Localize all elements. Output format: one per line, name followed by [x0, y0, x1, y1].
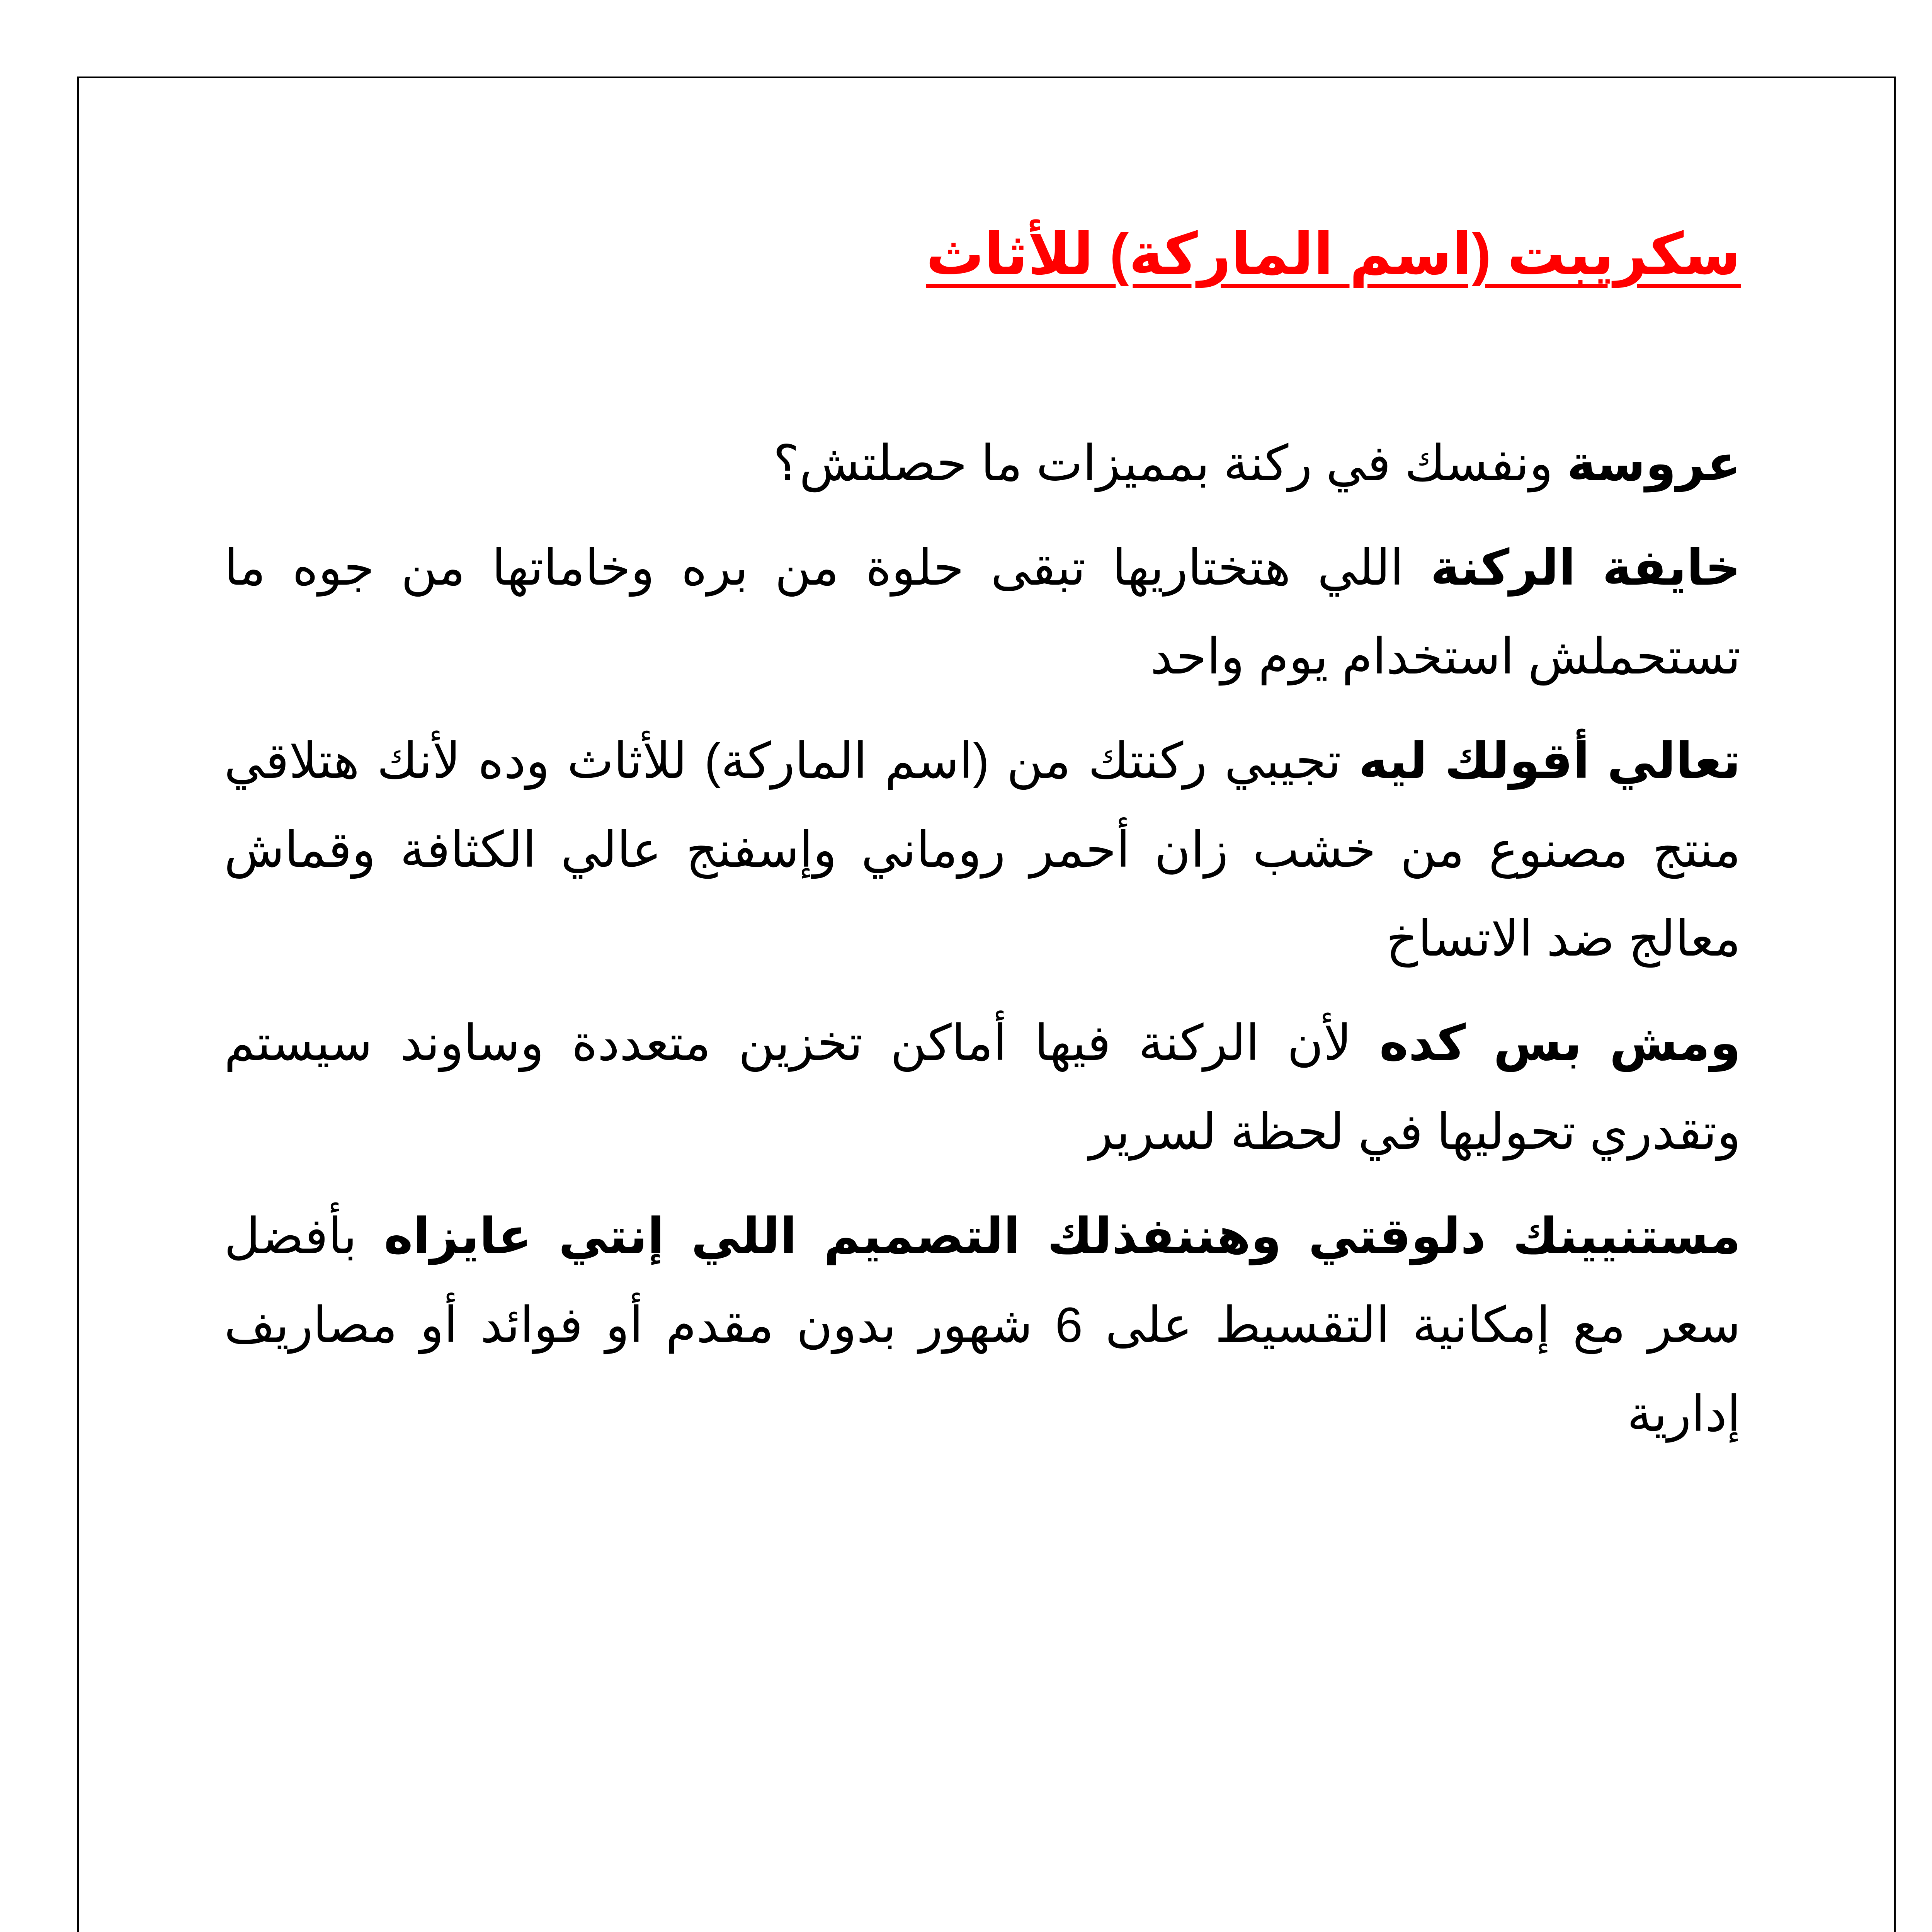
paragraph-2	[224, 524, 1741, 701]
paragraph-2-bold: خايفة الركنة	[1430, 540, 1741, 595]
paragraph-4-text: لأن الركنة فيها أماكن تخزين متعددة وساوند سيستم وتقدري تحوليها في لحظة لسرير	[224, 1015, 1741, 1160]
document-title: سكريبت (اسم الماركة) للأثاث	[926, 221, 1741, 286]
paragraph-1	[224, 419, 1741, 508]
paragraph-5	[224, 1192, 1741, 1459]
paragraph-5-text: بأفضل سعر مع إمكانية التقسيط على 6 شهور بدون مقدم أو فوائد أو مصاريف إدارية	[224, 1209, 1741, 1442]
paragraph-3-text: تجيبي ركنتك من (اسم الماركة) للأثاث وده لأنك هتلاقي منتج مصنوع من خشب زان أحمر روماني وإسفنج عالي الكثافة وقماش معالج ضد الاتساخ	[224, 733, 1741, 966]
paragraph-5-bold: مستنيينك دلوقتي وهننفذلك التصميم اللي إنتي عايزاه	[384, 1209, 1741, 1264]
document-body	[224, 216, 1741, 1474]
paragraph-3-bold: تعالي أقولك ليه	[1359, 733, 1741, 789]
paragraph-4	[224, 999, 1741, 1177]
paragraph-2-text: اللي هتختاريها تبقى حلوة من بره وخاماتها من جوه ما تستحملش استخدام يوم واحد	[224, 540, 1741, 684]
paragraph-3	[224, 717, 1741, 983]
paragraph-4-bold: ومش بس كده	[1379, 1015, 1741, 1071]
paragraph-1-text: ونفسك في ركنة بمميزات ما حصلتش؟	[773, 436, 1567, 491]
paragraph-1-bold: عروسة	[1566, 436, 1741, 491]
